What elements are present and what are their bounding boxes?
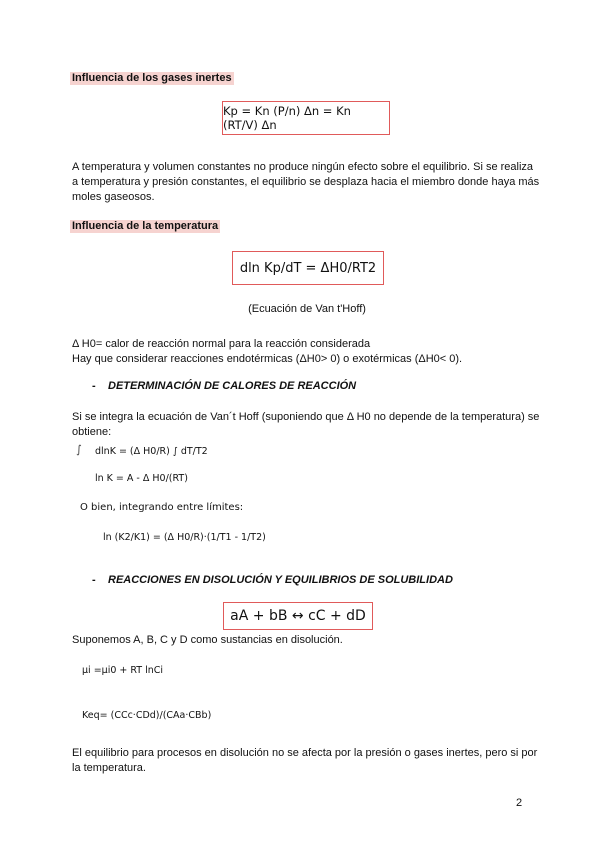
title-calores-reaccion: DETERMINACIÓN DE CALORES DE REACCIÓN xyxy=(108,380,357,392)
text-o-bien: O bien, integrando entre límites: xyxy=(80,502,244,513)
formula-van-t-hoff: dln Kp/dT = ΔH0/RT2 xyxy=(239,260,377,276)
formula-box-kp-kn xyxy=(222,101,390,135)
title-disolucion-solubilidad: REACCIONES EN DISOLUCIÓN Y EQUILIBRIOS DE SOLUBILIDAD xyxy=(108,574,453,586)
bullet-dash: - xyxy=(92,380,96,392)
heading-gases-inertes: Influencia de los gases inertes xyxy=(72,72,232,84)
formula-kp-kn: Kp = Kn (P/n) Δn = Kn (RT/V) Δn xyxy=(223,104,351,132)
note-endo-exo: Hay que considerar reacciones endotérmicas (ΔH0> 0) o exotérmicas (ΔH0< 0). xyxy=(72,353,463,365)
bullet-dash: - xyxy=(92,574,96,586)
formula-box-van-t-hoff xyxy=(232,251,384,285)
equation-ln-k2-k1: ln (K2/K1) = (Δ H0/R)·(1/T1 - 1/T2) xyxy=(103,532,266,543)
paragraph-sustancias: Suponemos A, B, C y D como sustancias en disolución. xyxy=(72,634,343,646)
definition-h0: Δ H0= calor de reacción normal para la reacción considerada xyxy=(72,338,371,350)
equation-lnk: ln K = A - Δ H0/(RT) xyxy=(95,473,188,484)
heading-temperatura: Influencia de la temperatura xyxy=(72,220,219,232)
equation-mu: μi =μi0 + RT lnCi xyxy=(82,665,164,676)
equation-keq: Keq= (CCc·CDd)/(CAa·CBb) xyxy=(82,710,212,721)
paragraph-gases-inertes: A temperatura y volumen constantes no produce ningún efecto sobre el equilibrio. Si se realiza a temperatura y presión constantes, el equilibrio se desplaza hacia el miembro donde haya más moles gaseosos. xyxy=(72,161,540,203)
page-number: 2 xyxy=(516,797,523,809)
equation-dlnk: dlnK = (Δ H0/R) ∫ dT/T2 xyxy=(95,446,208,457)
caption-van-t-hoff: (Ecuación de Van t'Hoff) xyxy=(248,303,366,315)
paragraph-closing: El equilibrio para procesos en disolución no se afecta por la presión o gases inertes, pero si por la temperatura. xyxy=(72,747,538,774)
formula-reaction: aA + bB ↔ cC + dD xyxy=(230,608,366,624)
paragraph-integracion: Si se integra la ecuación de Van´t Hoff (suponiendo que Δ H0 no depende de la temperatura) se obtiene: xyxy=(72,411,540,438)
integral-sign-icon: ∫ xyxy=(76,443,82,456)
formula-box-reaction xyxy=(223,602,373,630)
